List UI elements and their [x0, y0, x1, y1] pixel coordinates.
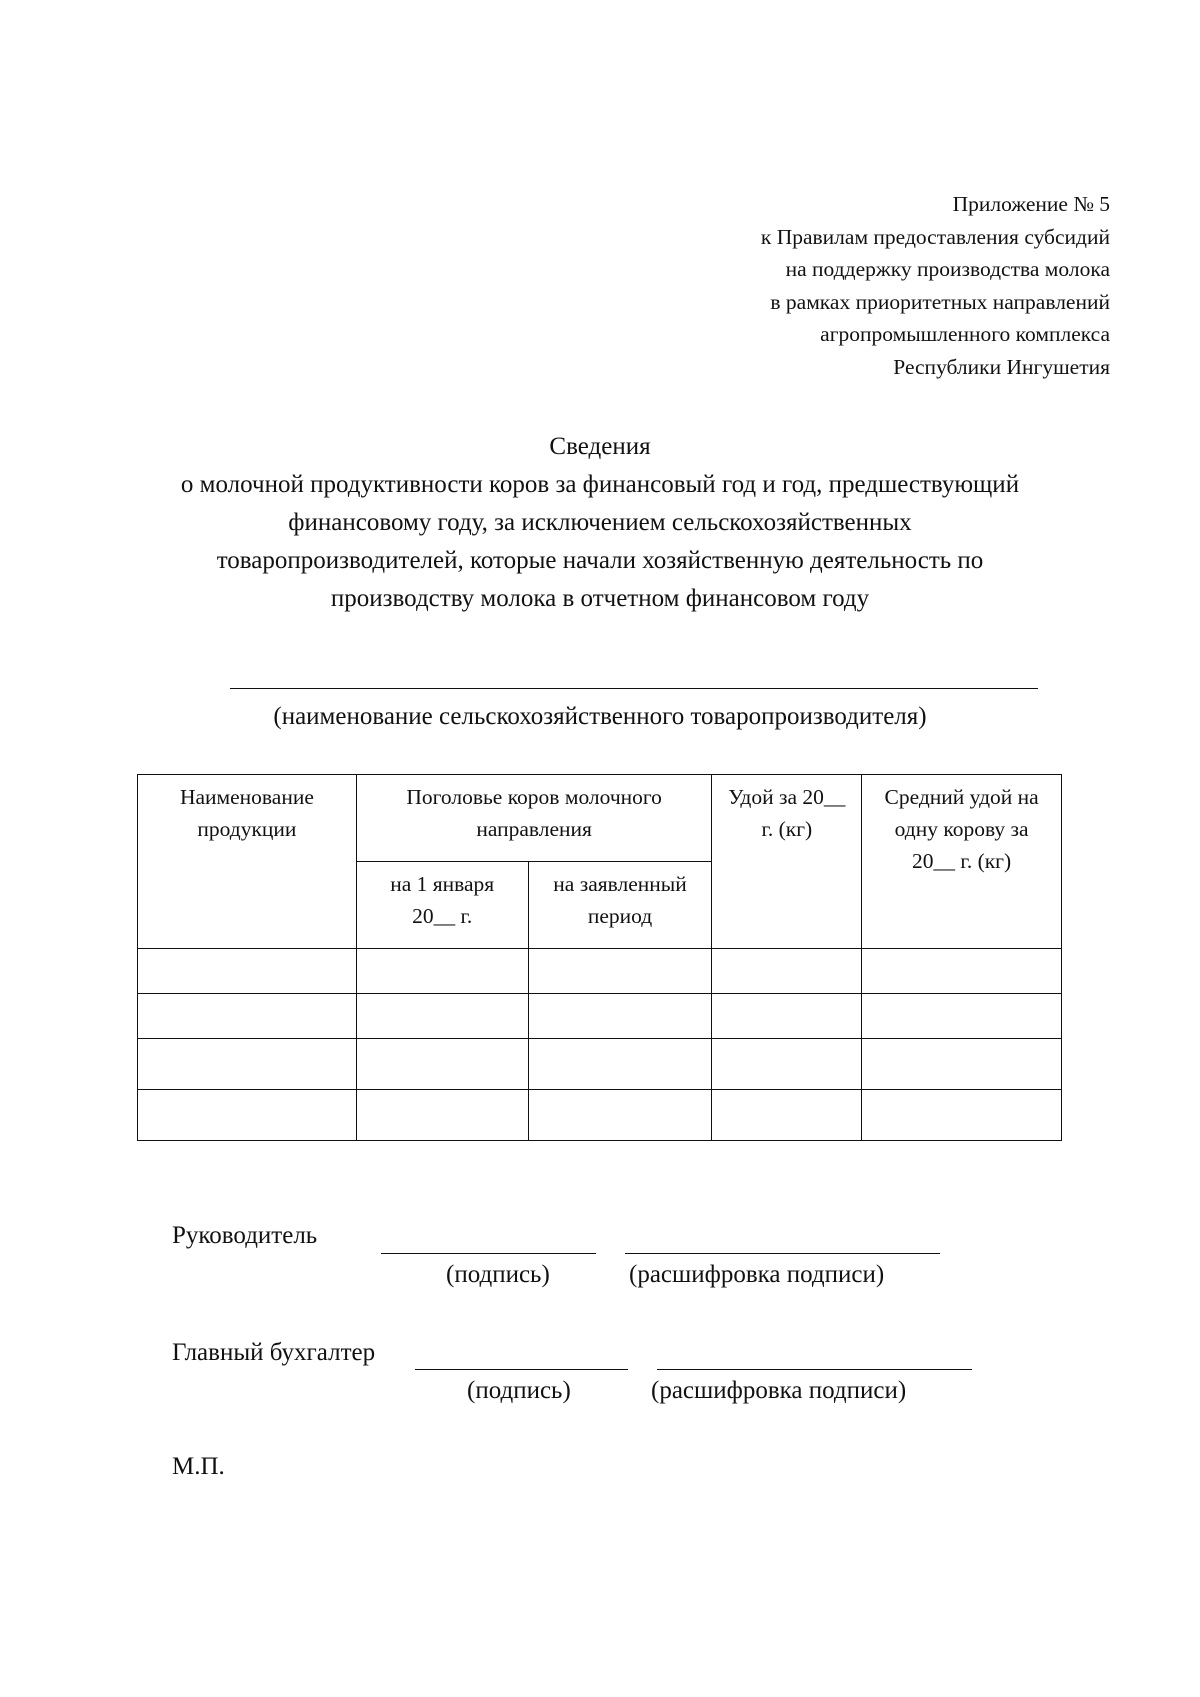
table-cell[interactable]	[138, 1039, 357, 1090]
header-yield: Удой за 20__ г. (кг)	[712, 775, 862, 949]
producer-name-field[interactable]	[230, 688, 1038, 689]
appendix-line: к Правилам предоставления субсидий	[760, 224, 1110, 249]
head-label: Руководитель	[172, 1222, 318, 1249]
table-cell[interactable]	[712, 949, 862, 994]
table-cell[interactable]	[356, 949, 528, 994]
header-herd-january: на 1 января 20__ г.	[356, 862, 528, 949]
appendix-line: на поддержку производства молока	[785, 257, 1110, 281]
table-cell[interactable]	[712, 1039, 862, 1090]
title-line: финансовому году, за исключением сельскохозяйственных	[288, 509, 912, 536]
table-cell[interactable]	[862, 994, 1062, 1039]
table-cell[interactable]	[356, 994, 528, 1039]
table-cell[interactable]	[712, 994, 862, 1039]
table-row	[138, 1039, 1062, 1090]
table-cell[interactable]	[138, 994, 357, 1039]
title-line: товаропроизводителей, которые начали хозяйственную деятельность по	[216, 547, 984, 574]
table-row	[138, 949, 1062, 994]
table-cell[interactable]	[862, 949, 1062, 994]
table-cell[interactable]	[528, 1039, 712, 1090]
head-decode-caption: (расшифровка подписи)	[629, 1261, 885, 1288]
table-cell[interactable]	[862, 1090, 1062, 1141]
header-product: Наименование продукции	[138, 775, 357, 949]
accountant-signature-field[interactable]	[415, 1369, 628, 1370]
table-row	[138, 994, 1062, 1039]
table-cell[interactable]	[528, 994, 712, 1039]
milk-productivity-table	[137, 774, 1062, 1141]
producer-name-caption: (наименование сельскохозяйственного товаропроизводителя)	[273, 703, 927, 730]
table-cell[interactable]	[528, 949, 712, 994]
table-cell[interactable]	[862, 1039, 1062, 1090]
appendix-number: Приложение № 5	[952, 192, 1110, 216]
header-herd: Поголовье коров молочного направления	[356, 775, 712, 862]
head-signature-field[interactable]	[381, 1253, 596, 1254]
header-herd-period: на заявленный период	[528, 862, 712, 949]
table-cell[interactable]	[712, 1090, 862, 1141]
head-signature-decode-field[interactable]	[625, 1253, 940, 1254]
table-cell[interactable]	[138, 949, 357, 994]
stamp-place: М.П.	[172, 1453, 225, 1480]
accountant-signature-caption: (подпись)	[467, 1377, 571, 1404]
table-cell[interactable]	[356, 1039, 528, 1090]
accountant-signature-decode-field[interactable]	[657, 1369, 972, 1370]
appendix-line: в рамках приоритетных направлений	[770, 289, 1110, 314]
title-line: производству молока в отчетном финансовом году	[330, 585, 870, 612]
table-row	[138, 1090, 1062, 1141]
table-cell[interactable]	[138, 1090, 357, 1141]
table-cell[interactable]	[356, 1090, 528, 1141]
appendix-line: Республики Ингушетия	[893, 354, 1110, 379]
accountant-decode-caption: (расшифровка подписи)	[651, 1377, 907, 1404]
table-cell[interactable]	[528, 1090, 712, 1141]
title-line: о молочной продуктивности коров за финансовый год и год, предшествующий	[180, 471, 1020, 498]
appendix-line: агропромышленного комплекса	[820, 322, 1110, 346]
header-average-yield: Средний удой на одну корову за 20__ г. (кг)	[862, 775, 1062, 949]
document-title	[120, 428, 1080, 618]
title-heading: Сведения	[549, 433, 651, 460]
head-signature-caption: (подпись)	[446, 1261, 550, 1288]
appendix-header	[761, 188, 1110, 383]
accountant-label: Главный бухгалтер	[172, 1339, 376, 1366]
